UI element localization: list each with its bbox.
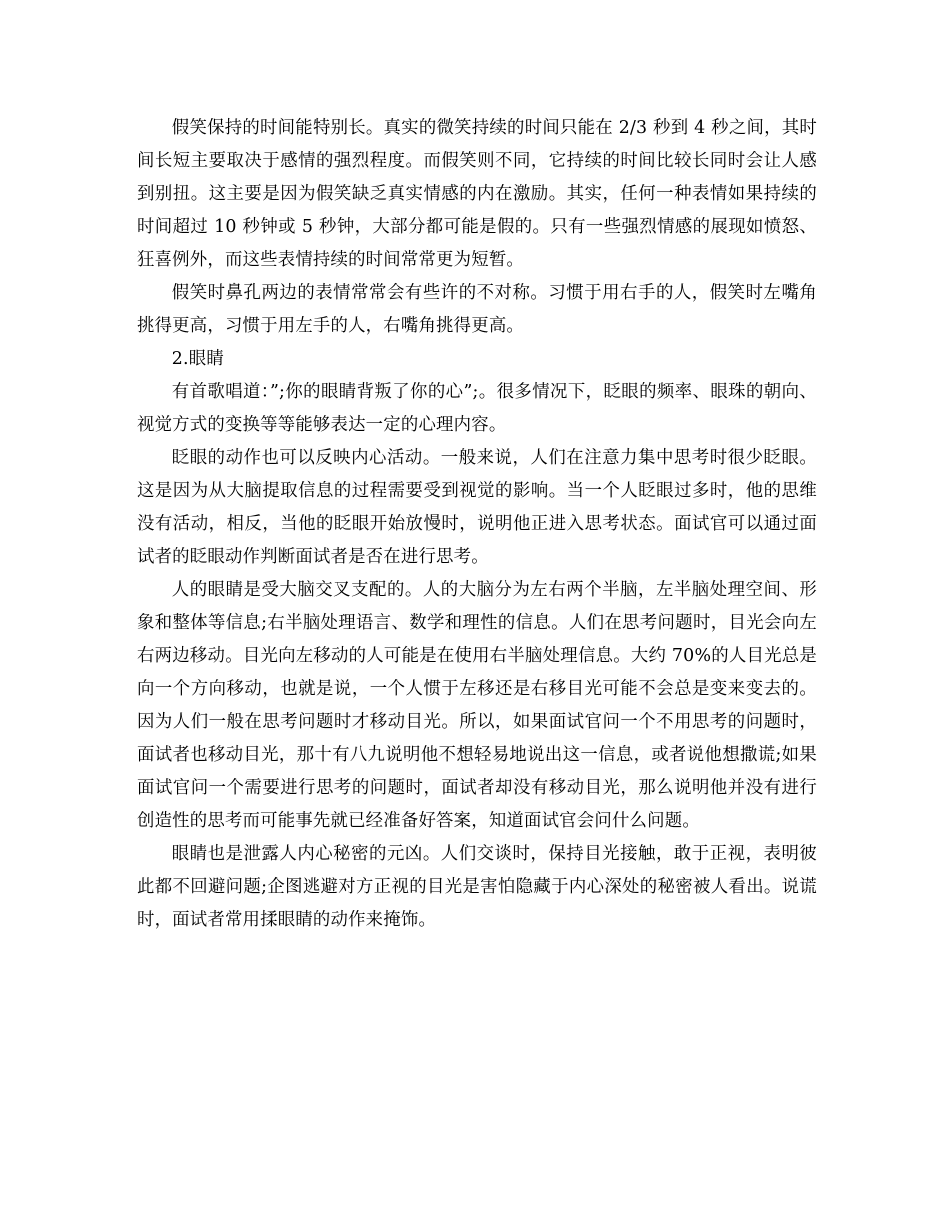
document-body [137,112,817,937]
section-heading-eyes: 2.眼睛 [171,349,224,369]
paragraph-fake-smile-asymmetry: 假笑时鼻孔两边的表情常常会有些许的不对称。习惯于用右手的人，假笑时左嘴角挑得更高，习惯于用左手的人，右嘴角挑得更高。 [137,283,817,336]
paragraph-song-quote: 有首歌唱道：”;你的眼睛背叛了你的心”;。很多情况下，眨眼的频率、眼珠的朝向、视觉方式的变换等等能够表达一定的心理内容。 [137,382,817,435]
paragraph-blinking: 眨眼的动作也可以反映内心活动。一般来说，人们在注意力集中思考时很少眨眼。这是因为从大脑提取信息的过程需要受到视觉的影响。当一个人眨眼过多时，他的思维没有活动，相反，当他的眨眼开始放慢时，说明他正进入思考状态。面试官可以通过面试者的眨眼动作判断面试者是否在进行思考。 [137,448,817,567]
paragraph-eye-contact: 眼睛也是泄露人内心秘密的元凶。人们交谈时，保持目光接触，敢于正视，表明彼此都不回避问题;企图逃避对方正视的目光是害怕隐藏于内心深处的秘密被人看出。说谎时，面试者常用揉眼睛的动作来掩饰。 [137,844,817,930]
paragraph-fake-smile-duration: 假笑保持的时间能特别长。真实的微笑持续的时间只能在 2/3 秒到 4 秒之间，其时间长短主要取决于感情的强烈程度。而假笑则不同，它持续的时间比较长同时会让人感到别扭。这主要是因为假笑缺乏真实情感的内在激励。其实，任何一种表情如果持续的时间超过 10 秒钟或 5 秒钟，大部分都可能是假的。只有一些强烈情感的展现如愤怒、狂喜例外，而这些表情持续的时间常常更为短暂。 [137,118,817,270]
paragraph-brain-eye-movement: 人的眼睛是受大脑交叉支配的。人的大脑分为左右两个半脑，左半脑处理空间、形象和整体等信息;右半脑处理语言、数学和理性的信息。人们在思考问题时，目光会向左右两边移动。目光向左移动的人可能是在使用右半脑处理信息。大约 70%的人目光总是向一个方向移动，也就是说，一个人惯于左移还是右移目光可能不会总是变来变去的。因为人们一般在思考问题时才移动目光。所以，如果面试官问一个不用思考的问题时，面试者也移动目光，那十有八九说明他不想轻易地说出这一信息，或者说他想撒谎;如果面试官问一个需要进行思考的问题时，面试者却没有移动目光，那么说明他并没有进行创造性的思考而可能事先就已经准备好答案，知道面试官会问什么问题。 [137,580,817,831]
